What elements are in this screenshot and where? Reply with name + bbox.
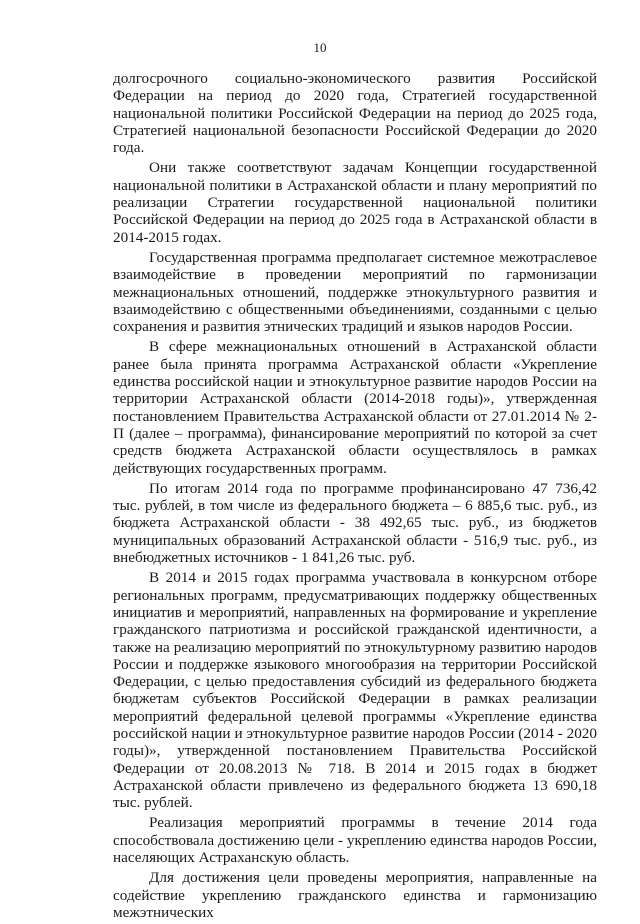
paragraph: В сфере межнациональных отношений в Астраханской области ранее была принята программа Астраханской области «Укрепление единства российской нации и этнокультурное развитие народов России на территории Астраханской области (2014-2018 годы)», утвержденная постановлением Правительства Астраханской области от 27.01.2014 № 2-П (далее – программа), финансирование мероприятий по которой за счет средств бюджета Астраханской области осуществлялось в рамках действующих государственных программ.	[113, 338, 597, 477]
paragraph: В 2014 и 2015 годах программа участвовала в конкурсном отборе региональных программ, предусматривающих поддержку общественных инициатив и мероприятий, направленных на формирование и укрепление гражданского патриотизма и российской гражданской идентичности, а также на реализацию мероприятий по этнокультурному развитию народов России и поддержке языкового многообразия на территории Российской Федерации, с целью предоставления субсидий из федерального бюджета бюджетам субъектов Российской Федерации в рамках реализации мероприятий федеральной целевой программы «Укрепление единства российской нации и этнокультурное развитие народов России (2014 - 2020 годы)», утвержденной постановлением Правительства Российской Федерации от 20.08.2013 № 718. В 2014 и 2015 годах в бюджет Астраханской области привлечено из федерального бюджета 13 690,18 тыс. рублей.	[113, 569, 597, 812]
paragraph: Для достижения цели проведены мероприятия, направленные на содействие укреплению гражданского единства и гармонизацию межэтнических	[113, 869, 597, 921]
paragraph: Они также соответствуют задачам Концепции государственной национальной политики в Астраханской области и плану мероприятий по реализации Стратегии государственной национальной политики Российской Федерации на период до 2025 года в Астраханской области в 2014-2015 годах.	[113, 159, 597, 246]
page-number: 10	[313, 40, 327, 55]
paragraph: долгосрочного социально-экономического развития Российской Федерации на период до 2020 года, Стратегией государственной национальной политики Российской Федерации на период до 2025 года, Стратегией национальной безопасности Российской Федерации до 2020 года.	[113, 70, 597, 157]
body-text	[113, 70, 597, 924]
paragraph: Государственная программа предполагает системное межотраслевое взаимодействие в проведении мероприятий по гармонизации межнациональных отношений, поддержке этнокультурного развития и взаимодействию с общественными объединениями, созданными с целью сохранения и развития этнических традиций и языков народов России.	[113, 248, 597, 336]
paragraph: По итогам 2014 года по программе профинансировано 47 736,42 тыс. рублей, в том числе из федерального бюджета – 6 885,6 тыс. руб., из бюджета Астраханской области - 38 492,65 тыс. руб., из бюджетов муниципальных образований Астраханской области - 516,9 тыс. руб., из внебюджетных источников - 1 841,26 тыс. руб.	[113, 479, 597, 567]
paragraph: Реализация мероприятий программы в течение 2014 года способствовала достижению цели - укреплению единства народов России, населяющих Астраханскую область.	[113, 814, 597, 867]
